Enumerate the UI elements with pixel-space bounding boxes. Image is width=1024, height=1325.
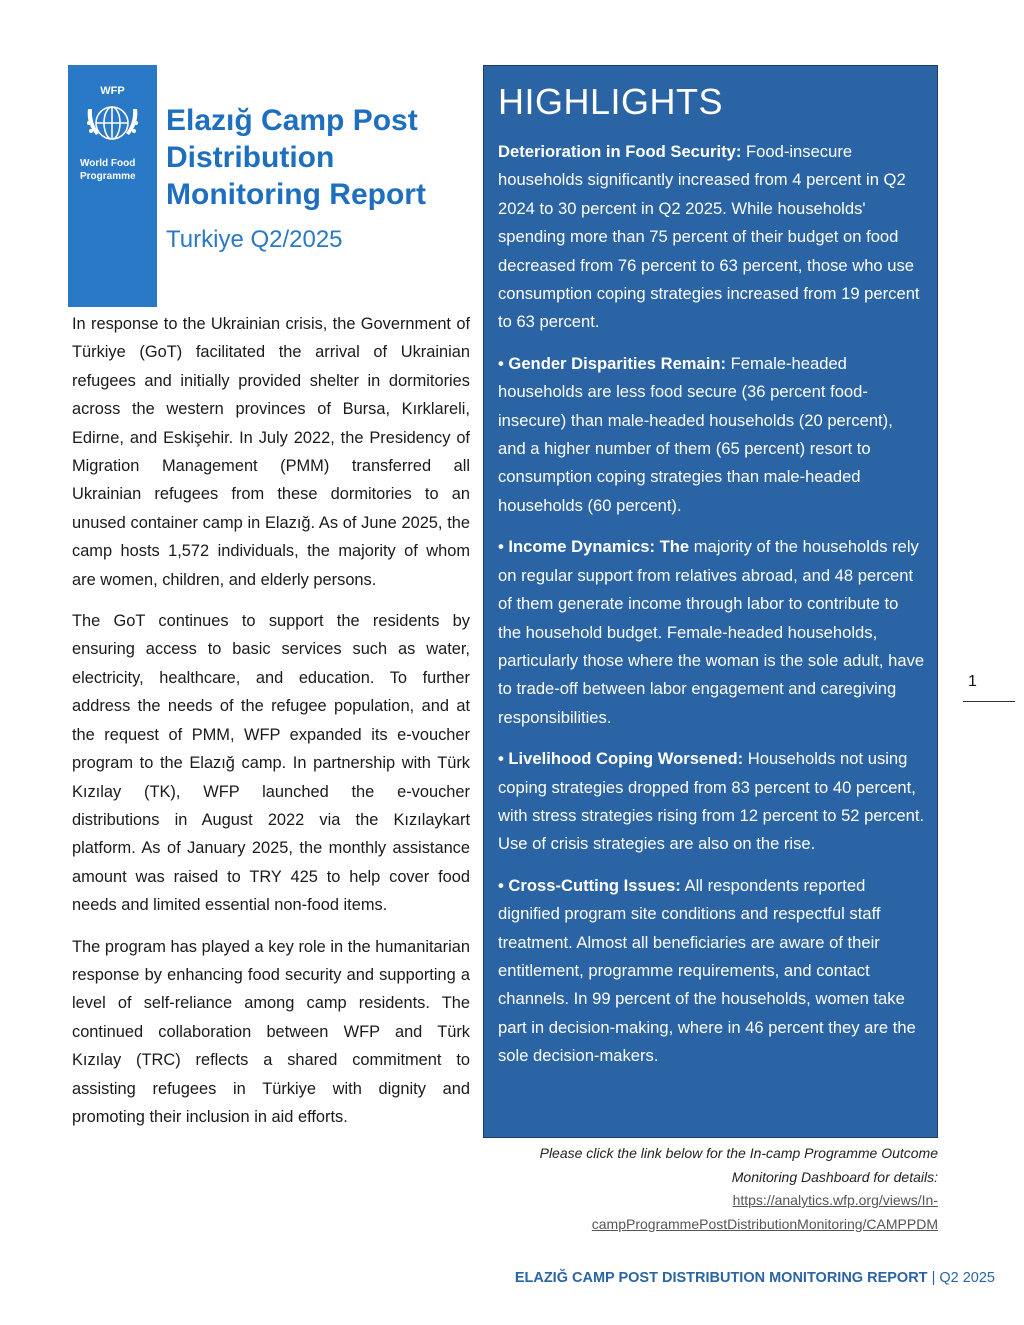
- highlight-item: [498, 533, 925, 732]
- highlight-label: • Livelihood Coping Worsened:: [498, 749, 744, 769]
- wfp-emblem-icon: [76, 79, 149, 159]
- highlights-heading: HIGHLIGHTS: [498, 81, 724, 122]
- highlight-item: [498, 350, 925, 520]
- highlight-label: • Gender Disparities Remain:: [498, 353, 727, 373]
- highlight-item: [498, 872, 925, 1071]
- highlight-label: Deterioration in Food Security:: [498, 142, 742, 161]
- footer-title: ELAZIĞ CAMP POST DISTRIBUTION MONITORING REPORT: [514, 1270, 928, 1286]
- highlight-text: Households not using coping strategies dropped from 83 percent to 40 percent, with stress strategies rising from 12 percent to 52 percent. Use of crisis strategies are also on the rise.: [498, 749, 925, 854]
- highlight-text: Food-insecure households significantly increased from 4 percent in Q2 2024 to 30 percent in Q2 2025. While households' spending more than 75 percent of their budget on food decreased from 76 percent to 63 percent, those who use consumption coping strategies increased from 19 percent to 63 percent.: [498, 142, 920, 332]
- dashboard-link[interactable]: https://analytics.wfp.org/views/In-campProgrammePostDistributionMonitoring/CAMPPDM: [591, 1192, 938, 1232]
- logo-acronym: WFP: [100, 85, 125, 97]
- page-number: 1: [968, 673, 977, 690]
- page-title: Elazığ Camp Post Distribution Monitoring Report: [166, 104, 426, 211]
- body-paragraph: The program has played a key role in the humanitarian response by enhancing food security and supporting a level of self-reliance among camp residents. The continued collaboration between WFP and Türk Kızılay (TRC) reflects a shared commitment to assisting refugees in Türkiye with dignity and promoting their inclusion in aid efforts.: [72, 937, 470, 1126]
- wfp-logo: [68, 65, 157, 307]
- footer: [490, 1270, 995, 1286]
- highlight-item: [498, 745, 925, 859]
- body-paragraph: In response to the Ukrainian crisis, the Government of Türkiye (GoT) facilitated the arrival of Ukrainian refugees and initially provided shelter in dormitories across the western provinces of Bursa, Kırklareli, Edirne, and Eskişehir. In July 2022, the Presidency of Migration Management (PMM) transferred all Ukrainian refugees from these dormitories to an unused container camp in Elazığ. As of June 2025, the camp hosts 1,572 individuals, the majority of whom are women, children, and elderly persons.: [72, 315, 470, 589]
- highlight-text: All respondents reported dignified program site conditions and respectful staff treatment. Almost all beneficiaries are aware of their entitlement, programme requirements, and contact channels. In 99 percent of the households, women take part in decision-making, where in 46 percent they are the sole decision-makers.: [498, 875, 916, 1066]
- highlight-label: • Income Dynamics: The: [498, 537, 690, 557]
- intro-body: [72, 310, 470, 1144]
- highlight-text: majority of the households rely on regular support from relatives abroad, and 48 percent of them generate income through labor to contribute to the household budget. Female-headed households, particularly those where the woman is the sole adult, have to trade-off between labor engagement and caregiving responsibilities.: [498, 537, 925, 727]
- dashboard-note: [500, 1142, 938, 1236]
- highlight-text: Female-headed households are less food secure (36 percent food-insecure) than male-headed households (20 percent), and a higher number of them (65 percent) resort to consumption coping strategies than male-headed households (60 percent).: [498, 353, 893, 515]
- page-number-rule: [963, 701, 1015, 702]
- logo-name: World Food Programme: [80, 158, 136, 182]
- page-subtitle: Turkiye Q2/2025: [166, 226, 343, 253]
- highlights-panel: [483, 65, 938, 1138]
- dashboard-note-text: Please click the link below for the In-camp Programme Outcome Monitoring Dashboard for details:: [539, 1145, 938, 1185]
- highlight-item: [498, 138, 925, 337]
- highlight-label: • Cross-Cutting Issues:: [498, 875, 681, 895]
- footer-period: | Q2 2025: [927, 1270, 995, 1286]
- body-paragraph: The GoT continues to support the residents by ensuring access to basic services such as water, electricity, healthcare, and education. To further address the needs of the refugee population, and at the request of PMM, WFP expanded its e-voucher program to the Elazığ camp. In partnership with Türk Kızılay (TK), WFP launched the e-voucher distributions in August 2022 via the Kızılaykart platform. As of January 2025, the monthly assistance amount was raised to TRY 425 to help cover food needs and limited essential non-food items.: [72, 612, 470, 915]
